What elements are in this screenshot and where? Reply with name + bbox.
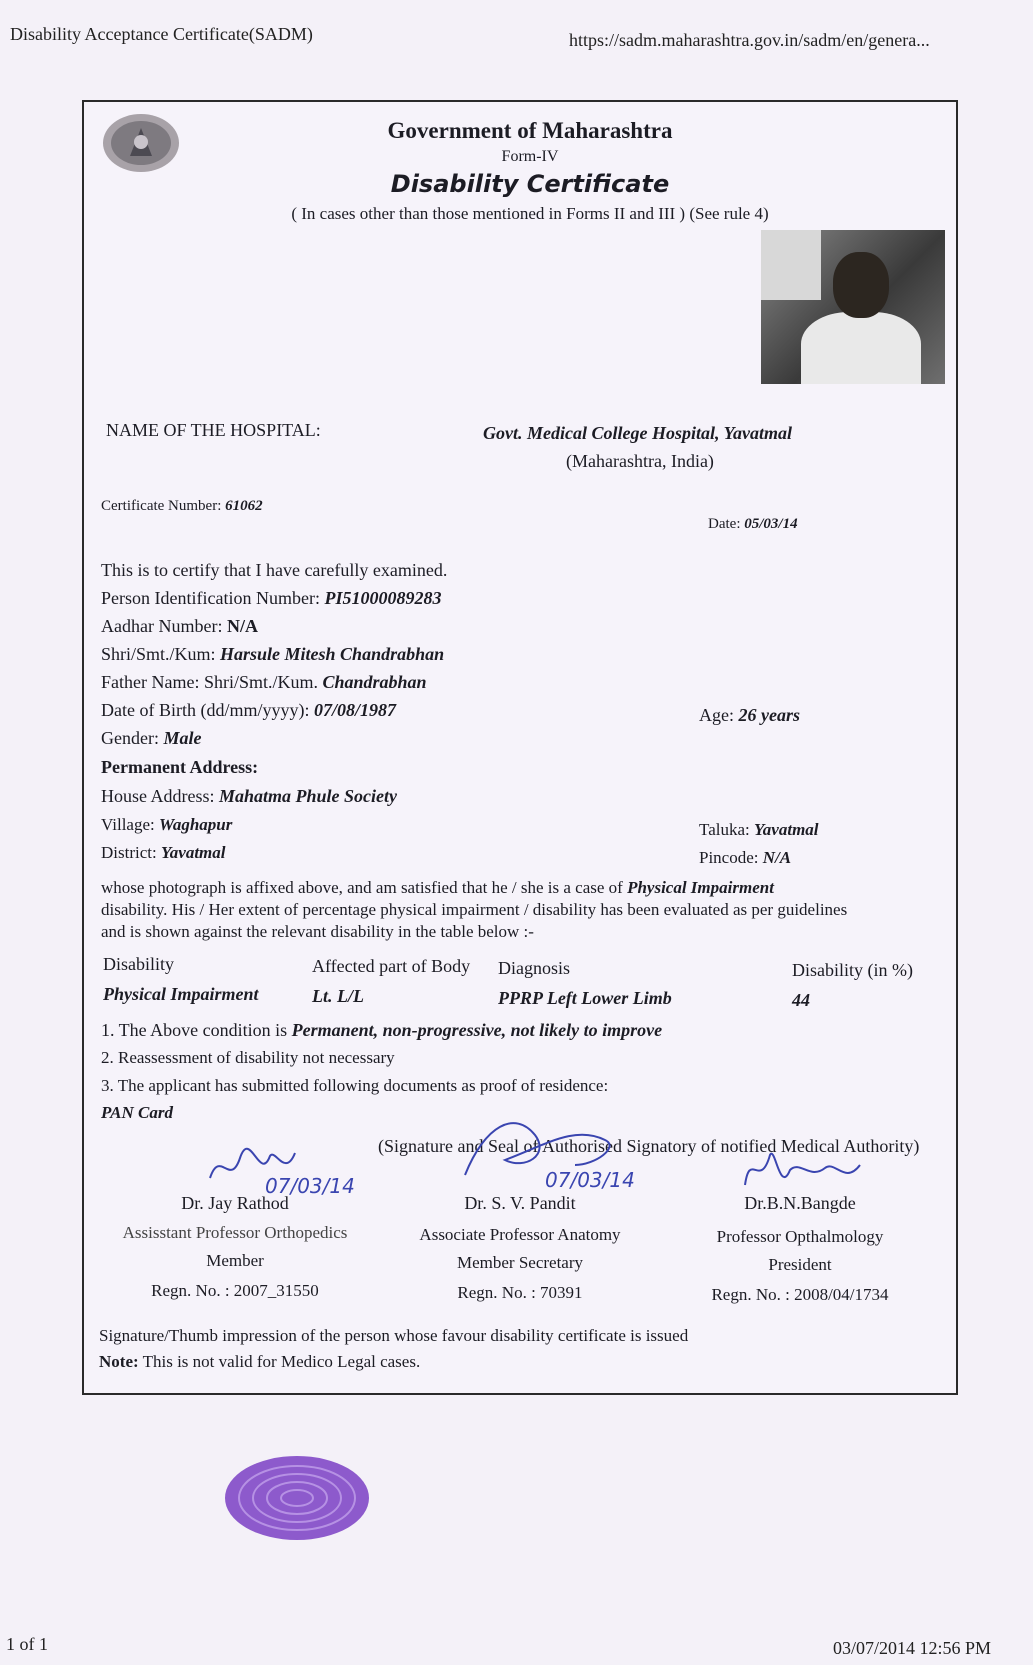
table-header-diagnosis: Diagnosis <box>498 958 570 978</box>
hospital-name: Govt. Medical College Hospital, Yavatmal <box>483 423 792 443</box>
signatory-regn-1: Regn. No. : 2007_31550 <box>151 1281 319 1300</box>
cond3-text: 3. The applicant has submitted following documents as proof of residence: <box>101 1076 609 1095</box>
printed-timestamp: 03/07/2014 12:56 PM <box>833 1638 992 1658</box>
applicant-name: Harsule Mitesh Chandrabhan <box>220 644 445 664</box>
signatory-regn-3: Regn. No. : 2008/04/1734 <box>711 1285 889 1304</box>
village-label: Village: <box>101 815 155 834</box>
residence-document: PAN Card <box>101 1103 173 1122</box>
pincode-label: Pincode: <box>699 848 759 867</box>
signature-date-pandit: 07/03/14 <box>545 1168 635 1192</box>
dob-value: 07/08/1987 <box>313 700 396 720</box>
applicant-photo <box>761 230 945 384</box>
signatory-designation-2: Associate Professor Anatomy <box>419 1225 621 1244</box>
pin-value: PI51000089283 <box>324 588 442 608</box>
certificate-title: Disability Certificate <box>390 170 670 198</box>
para3-text: and is shown against the relevant disability in the table below :- <box>101 922 534 941</box>
certificate-subtitle: ( In cases other than those mentioned in Forms II and III ) (See rule 4) <box>291 204 769 223</box>
signatory-designation-1: Assisstant Professor Orthopedics <box>122 1223 348 1242</box>
village-value: Waghapur <box>159 815 233 834</box>
certify-text: This is to certify that I have carefully examined. <box>101 560 448 580</box>
date-label: Date: <box>708 516 741 532</box>
cert-no: 61062 <box>225 498 263 514</box>
table-header-body-part: Affected part of Body <box>312 956 471 976</box>
father-name: Chandrabhan <box>322 672 427 692</box>
form-number: Form-IV <box>501 148 559 165</box>
para1-text: whose photograph is affixed above, and am satisfied that he / she is a case of <box>101 878 623 897</box>
signatory-name-1: Dr. Jay Rathod <box>181 1193 289 1213</box>
signatory-role-2: Member Secretary <box>456 1253 584 1272</box>
age-label: Age: <box>699 705 734 725</box>
signatory-role-3: President <box>768 1255 832 1274</box>
aadhar-value: N/A <box>226 616 258 636</box>
district-label: District: <box>101 843 157 862</box>
page-count: 1 of 1 <box>6 1634 48 1654</box>
house-address: Mahatma Phule Society <box>219 786 398 806</box>
gender-label: Gender: <box>101 728 159 748</box>
dob-label: Date of Birth (dd/mm/yyyy): <box>101 700 310 720</box>
thumb-impression-text: Signature/Thumb impression of the person whose favour disability certificate is issued <box>99 1326 689 1345</box>
hospital-location: (Maharashtra, India) <box>566 451 714 471</box>
table-cell-percent: 44 <box>792 990 810 1010</box>
permanent-address-heading: Permanent Address: <box>101 757 259 777</box>
table-header-percent: Disability (in %) <box>792 960 913 980</box>
page-url: https://sadm.maharashtra.gov.in/sadm/en/genera... <box>569 30 930 50</box>
signature-date-rathod: 07/03/14 <box>265 1174 355 1198</box>
pincode-value: N/A <box>762 848 792 867</box>
table-cell-diagnosis: PPRP Left Lower Limb <box>498 988 672 1008</box>
table-cell-body-part: Lt. L/L <box>312 986 364 1006</box>
cert-no-label: Certificate Number: <box>101 498 222 514</box>
hospital-label: NAME OF THE HOSPITAL: <box>106 420 321 440</box>
signatory-regn-2: Regn. No. : 70391 <box>457 1283 583 1302</box>
para2-text: disability. His / Her extent of percentage physical impairment / disability has been evaluated as per guidelines <box>101 900 848 919</box>
cond1-value: Permanent, non-progressive, not likely to improve <box>291 1020 663 1040</box>
maharashtra-emblem-icon <box>100 112 182 174</box>
cond1-label: 1. The Above condition is <box>101 1020 288 1040</box>
aadhar-label: Aadhar Number: <box>101 616 223 636</box>
name-label: Shri/Smt./Kum: <box>101 644 216 664</box>
cond2-text: 2. Reassessment of disability not necessary <box>101 1048 395 1067</box>
case-type: Physical Impairment <box>627 878 774 897</box>
table-header-disability: Disability <box>103 954 174 974</box>
district-value: Yavatmal <box>160 843 226 862</box>
signatory-role-1: Member <box>206 1251 264 1270</box>
gender-value: Male <box>163 728 202 748</box>
govt-heading: Government of Maharashtra <box>387 118 673 143</box>
signatory-name-3: Dr.B.N.Bangde <box>744 1193 856 1213</box>
cert-date: 05/03/14 <box>744 516 798 532</box>
taluka-value: Yavatmal <box>753 820 819 839</box>
taluka-label: Taluka: <box>699 820 750 839</box>
thumbprint-image <box>222 1450 372 1545</box>
age-value: 26 years <box>738 705 800 725</box>
note-label: Note: <box>99 1352 139 1371</box>
signature-bangde <box>740 1140 880 1200</box>
page-title: Disability Acceptance Certificate(SADM) <box>10 24 313 44</box>
signatory-designation-3: Professor Opthalmology <box>716 1227 884 1246</box>
note-text: This is not valid for Medico Legal cases. <box>142 1352 421 1371</box>
signatory-name-2: Dr. S. V. Pandit <box>464 1193 576 1213</box>
father-label: Father Name: Shri/Smt./Kum. <box>101 672 318 692</box>
house-label: House Address: <box>101 786 215 806</box>
table-cell-disability: Physical Impairment <box>103 984 259 1004</box>
signature-pandit <box>455 1105 665 1195</box>
signature-caption: (Signature and Seal of Authorised Signatory of notified Medical Authority) <box>378 1136 920 1156</box>
pin-label: Person Identification Number: <box>101 588 320 608</box>
